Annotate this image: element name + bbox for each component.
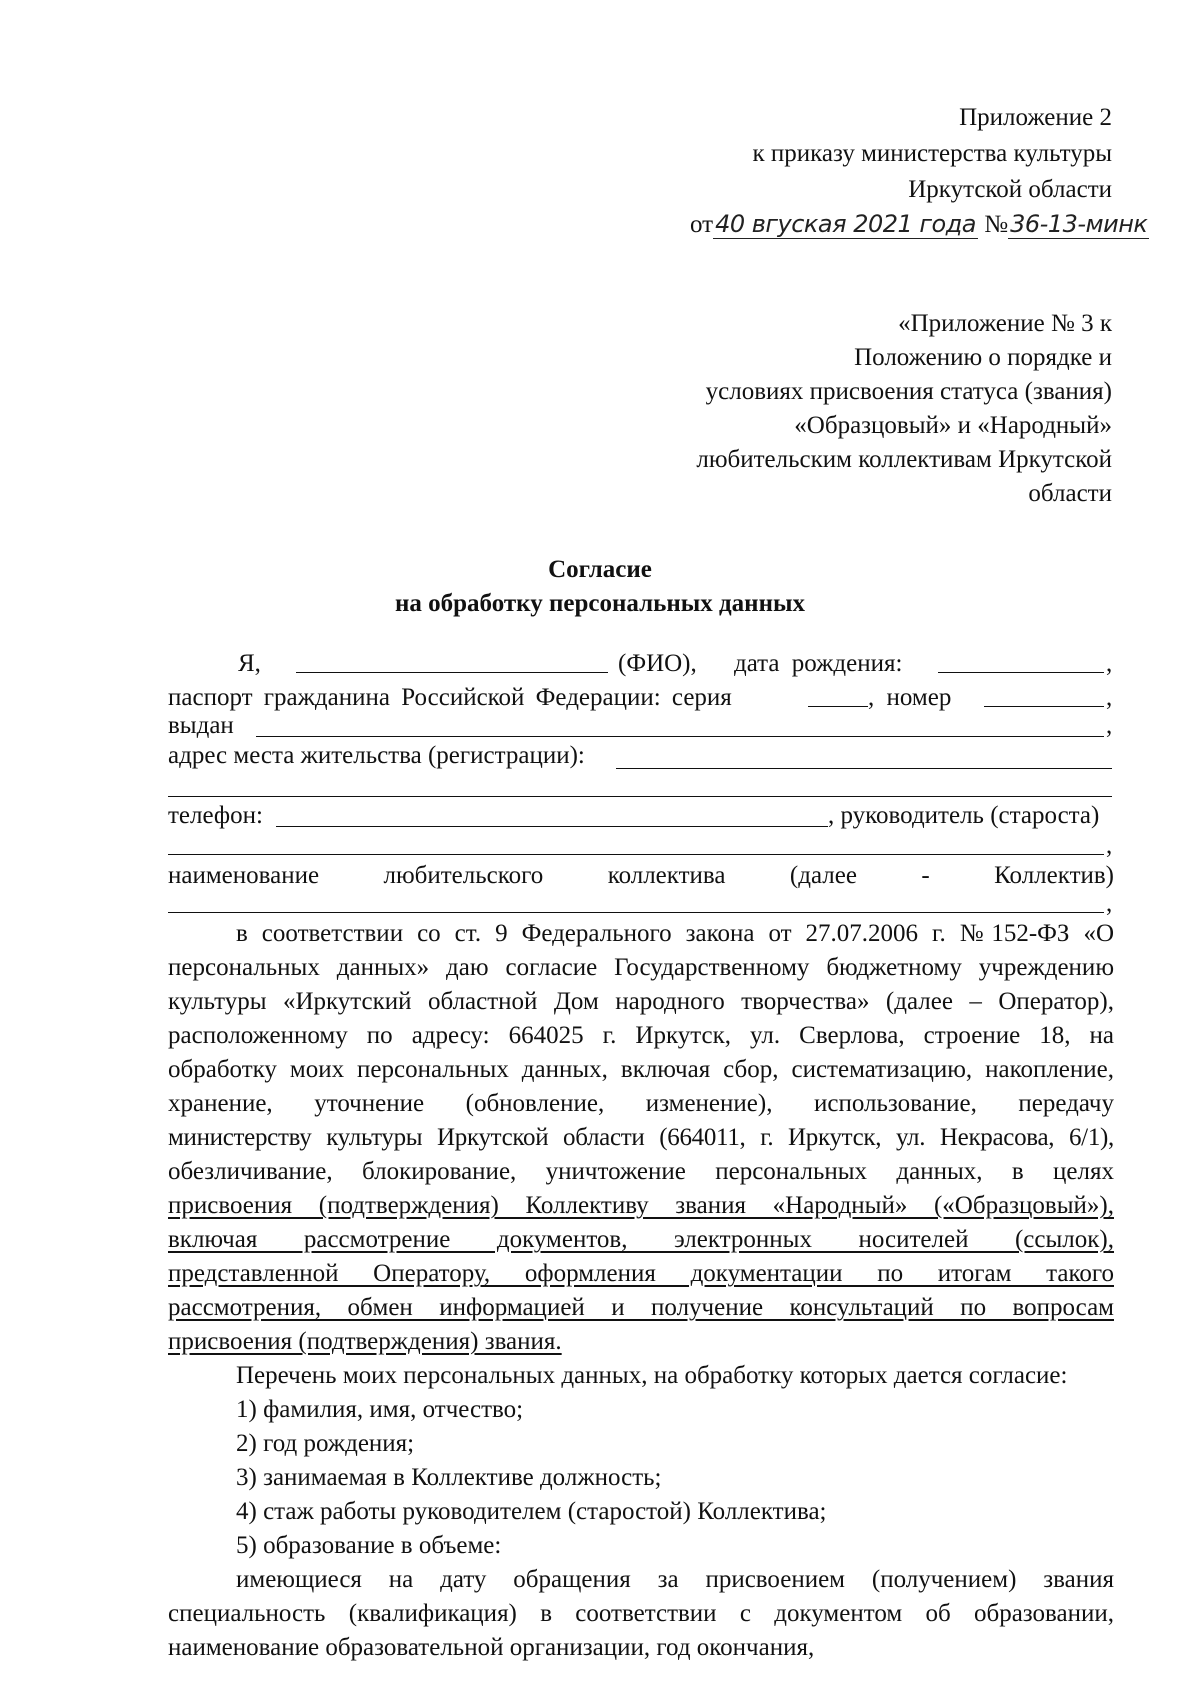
fio-blank[interactable]	[296, 672, 608, 673]
phone-blank[interactable]	[276, 826, 828, 827]
list-item-3: 3) занимаемая в Коллективе должность;	[236, 1464, 662, 1491]
list-item-2: 2) год рождения;	[236, 1430, 415, 1457]
appendix-line-1: «Приложение № 3 к	[898, 310, 1112, 337]
passport-number-blank[interactable]	[984, 706, 1104, 707]
passport-series-blank[interactable]	[808, 706, 868, 707]
issued-by-blank[interactable]	[256, 736, 1104, 737]
handwritten-number: 36-13-минк	[1010, 210, 1148, 238]
body-underlined-4: рассмотрения, обмен информацией и получение консультаций по вопросам	[168, 1294, 1114, 1321]
address-blank-2[interactable]	[168, 796, 1112, 797]
appendix-line-2: Положению о порядке и	[854, 344, 1112, 371]
header-line-1: Приложение 2	[959, 104, 1112, 131]
body-line-6: хранение, уточнение (обновление, изменение), использование, передачу	[168, 1090, 1114, 1117]
tail-line-3: наименование образовательной организации, год окончания,	[168, 1634, 815, 1661]
form-address-label: адрес места жительства (регистрации):	[168, 742, 585, 769]
header-line-3: Иркутской области	[908, 176, 1112, 203]
body-line-1: в соответствии со ст. 9 Федерального закона от 27.07.2006 г. №152-ФЗ «О	[236, 920, 1114, 947]
appendix-line-6: области	[1028, 480, 1112, 507]
header-line-2: к приказу министерства культуры	[752, 140, 1112, 167]
body-underlined-2: включая рассмотрение документов, электронных носителей (ссылок),	[168, 1226, 1114, 1253]
appendix-line-4: «Образцовый» и «Народный»	[794, 412, 1112, 439]
body-line-2: персональных данных» даю согласие Государственному бюджетному учреждению	[168, 954, 1114, 981]
collective-word-5: -	[921, 862, 930, 889]
body-line-8: обезличивание, блокирование, уничтожение персональных данных, в целях	[168, 1158, 1114, 1185]
date-prefix: от	[690, 211, 714, 238]
list-intro: Перечень моих персональных данных, на обработку которых дается согласие:	[236, 1362, 1068, 1389]
form-comma-2: ,	[1106, 684, 1113, 711]
body-line-3: культуры «Иркутский областной Дом народного творчества» (далее – Оператор),	[168, 988, 1114, 1015]
list-item-5: 5) образование в объеме:	[236, 1532, 502, 1559]
form-number-label: , номер	[868, 684, 952, 711]
form-passport-label: паспорт гражданина Российской Федерации: серия	[168, 684, 732, 711]
body-line-7: министерству культуры Иркутской области (664011, г. Иркутск, ул. Некрасова, 6/1),	[168, 1124, 1114, 1151]
body-underlined-5: присвоения (подтверждения) звания.	[168, 1328, 562, 1355]
address-blank-1[interactable]	[616, 768, 1112, 769]
body-line-4: расположенному по адресу: 664025 г. Иркутск, ул. Сверлова, строение 18, на	[168, 1022, 1114, 1049]
tail-line-1: имеющиеся на дату обращения за присвоением (получением) звания	[236, 1566, 1114, 1593]
form-birth-label: дата рождения:	[734, 650, 903, 677]
header-date-row	[690, 210, 1149, 239]
title-line-1: Согласие	[548, 556, 652, 583]
appendix-line-5: любительским коллективам Иркутской	[696, 446, 1112, 473]
collective-label-row	[168, 862, 1114, 890]
form-leader-label: , руководитель (староста)	[828, 802, 1100, 829]
title-line-2: на обработку персональных данных	[395, 590, 805, 617]
form-comma-1: ,	[1106, 650, 1113, 677]
form-ya: Я,	[238, 650, 261, 677]
collective-name-blank[interactable]	[168, 912, 1104, 913]
form-fio-label: (ФИО),	[618, 650, 697, 677]
form-comma-3: ,	[1106, 712, 1113, 739]
number-sign: №	[984, 211, 1009, 238]
form-issued-label: выдан	[168, 712, 234, 739]
leader-name-blank[interactable]	[168, 854, 1104, 855]
form-comma-5: ,	[1106, 890, 1113, 917]
collective-word-4: (далее	[789, 862, 857, 889]
collective-word-3: коллектива	[607, 862, 726, 889]
body-underlined-3: представленной Оператору, оформления документации по итогам такого	[168, 1260, 1114, 1287]
birth-date-blank[interactable]	[938, 672, 1104, 673]
tail-line-2: специальность (квалификация) в соответствии с документом об образовании,	[168, 1600, 1114, 1627]
form-comma-4: ,	[1106, 832, 1113, 859]
collective-word-6: Коллектив)	[994, 862, 1115, 889]
collective-word-2: любительского	[383, 862, 544, 889]
form-phone-label: телефон:	[168, 802, 263, 829]
appendix-line-3: условиях присвоения статуса (звания)	[705, 378, 1112, 405]
handwritten-date: 40 вгуская 2021 года	[715, 210, 976, 238]
body-line-5: обработку моих персональных данных, включая сбор, систематизацию, накопление,	[168, 1056, 1114, 1083]
body-underlined-1: присвоения (подтверждения) Коллективу звания «Народный» («Образцовый»),	[168, 1192, 1114, 1219]
list-item-1: 1) фамилия, имя, отчество;	[236, 1396, 524, 1423]
collective-word-1: наименование	[168, 862, 320, 889]
list-item-4: 4) стаж работы руководителем (старостой) Коллектива;	[236, 1498, 827, 1525]
